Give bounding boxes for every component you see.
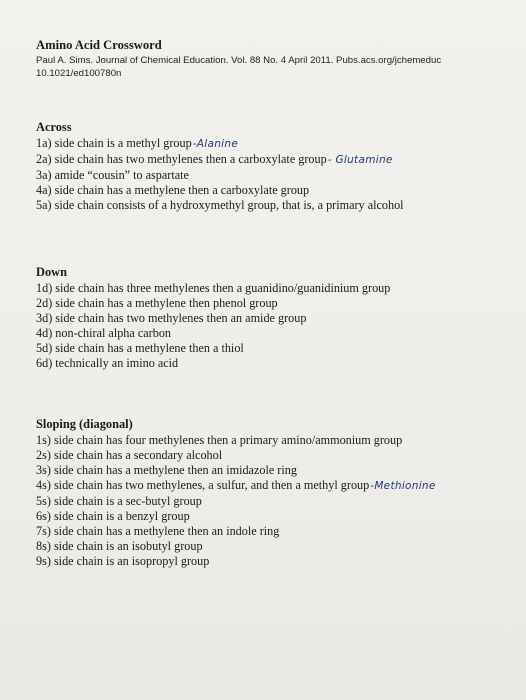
clue-5d: 5d) side chain has a methylene then a thiol bbox=[36, 341, 244, 355]
citation-line-2: 10.1021/ed100780n bbox=[36, 68, 122, 79]
clue-7s: 7s) side chain has a methylene then an indole ring bbox=[36, 524, 280, 538]
clue-1s: 1s) side chain has four methylenes then a primary amino/ammonium group bbox=[36, 433, 403, 447]
clue-4a bbox=[36, 183, 506, 198]
clue-text: 1a) side chain is a methyl group bbox=[36, 136, 192, 150]
across-section bbox=[36, 120, 506, 213]
clue-1a bbox=[36, 136, 506, 152]
clue-2a bbox=[36, 152, 506, 168]
clue-text: 4s) side chain has two methylenes, a sulfur, and then a methyl group bbox=[36, 478, 370, 492]
clue-text: 4a) side chain has a methylene then a carboxylate group bbox=[36, 183, 310, 197]
sloping-section bbox=[36, 417, 506, 569]
clue-9s: 9s) side chain is an isopropyl group bbox=[36, 554, 210, 568]
clue-3a bbox=[36, 168, 506, 183]
clue-6s: 6s) side chain is a benzyl group bbox=[36, 509, 190, 523]
clue-5s: 5s) side chain is a sec-butyl group bbox=[36, 494, 202, 508]
clue-5a bbox=[36, 198, 506, 213]
sloping-heading: Sloping (diagonal) bbox=[36, 417, 133, 431]
down-heading: Down bbox=[36, 265, 67, 279]
across-heading: Across bbox=[36, 120, 72, 134]
clue-3s: 3s) side chain has a methylene then an imidazole ring bbox=[36, 463, 297, 477]
clue-text: 5a) side chain consists of a hydroxymethyl group, that is, a primary alcohol bbox=[36, 198, 404, 212]
document-title: Amino Acid Crossword bbox=[36, 38, 162, 52]
clue-4d: 4d) non-chiral alpha carbon bbox=[36, 326, 172, 340]
clue-text: 3a) amide “cousin” to aspartate bbox=[36, 168, 189, 182]
down-section bbox=[36, 265, 506, 371]
clue-4s bbox=[36, 478, 506, 494]
clue-6d: 6d) technically an imino acid bbox=[36, 356, 179, 370]
handwritten-answer: -Methionine bbox=[370, 480, 436, 492]
clue-text: 2a) side chain has two methylenes then a carboxylate group bbox=[36, 152, 327, 166]
clue-2s: 2s) side chain has a secondary alcohol bbox=[36, 448, 223, 462]
citation-line-1: Paul A. Sims. Journal of Chemical Education. Vol. 88 No. 4 April 2011. Pubs.acs.org/jchemeduc bbox=[36, 55, 442, 66]
clue-8s: 8s) side chain is an isobutyl group bbox=[36, 539, 203, 553]
handwritten-answer: -Alanine bbox=[192, 138, 239, 150]
clue-3d: 3d) side chain has two methylenes then an amide group bbox=[36, 311, 307, 325]
document-content bbox=[36, 38, 506, 569]
handwritten-answer: - Glutamine bbox=[327, 154, 393, 166]
clue-1d: 1d) side chain has three methylenes then a guanidino/guanidinium group bbox=[36, 281, 391, 295]
clue-2d: 2d) side chain has a methylene then phenol group bbox=[36, 296, 278, 310]
